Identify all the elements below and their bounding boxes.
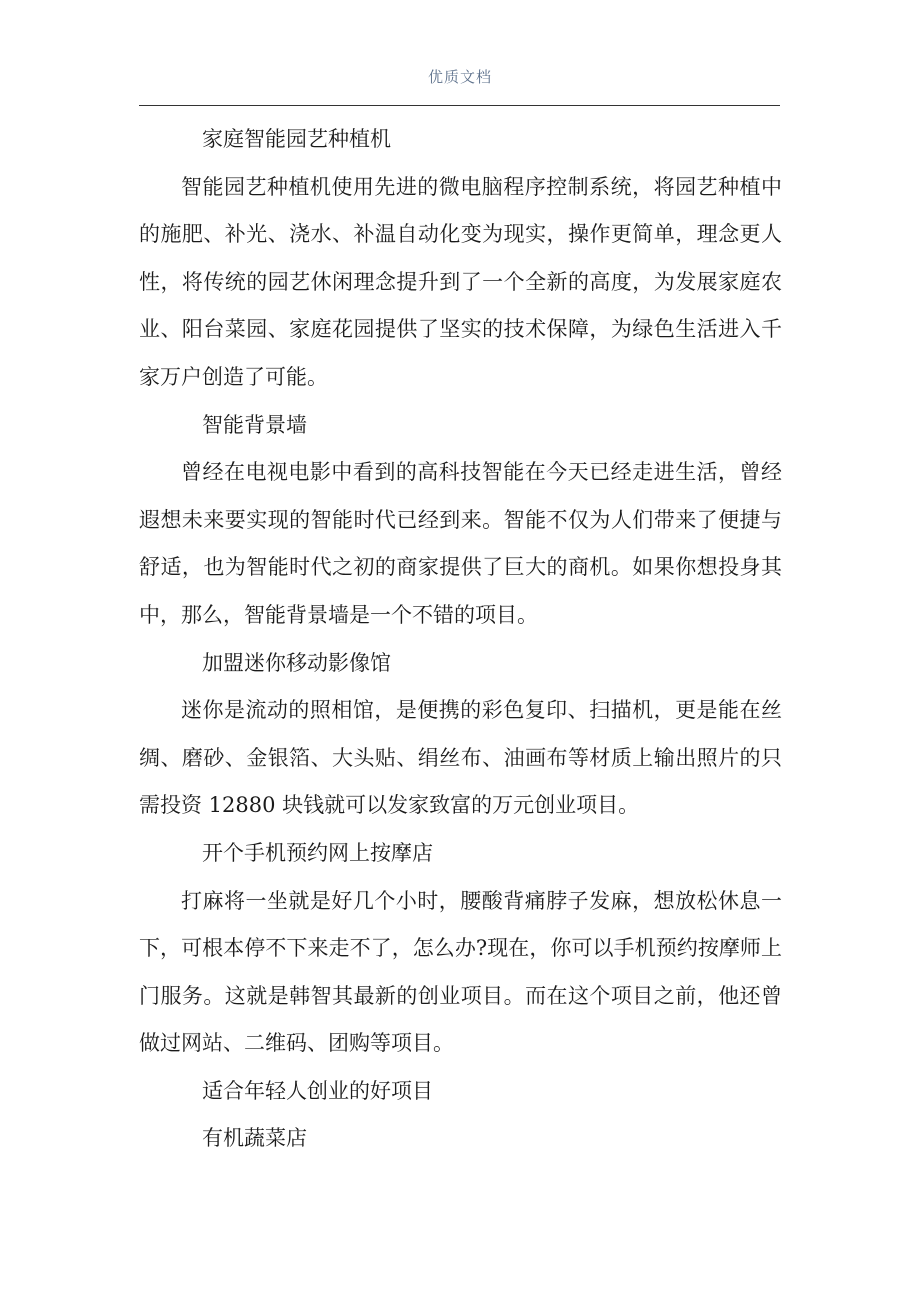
section-heading-smart-wall: 智能背景墙 — [202, 412, 307, 437]
section-heading-organic-veg: 有机蔬菜店 — [202, 1126, 307, 1151]
section-heading-massage-shop: 开个手机预约网上按摩店 — [202, 840, 433, 865]
section-heading-youth-projects: 适合年轻人创业的好项目 — [202, 1078, 433, 1103]
section-heading-mini-studio: 加盟迷你移动影像馆 — [202, 650, 391, 675]
document-header-title: 优质文档 — [427, 68, 492, 86]
paragraph-garden-planter: 智能园艺种植机使用先进的微电脑程序控制系统，将园艺种植中的施肥、补光、浇水、补温自动化变为现实，操作更简单，理念更人性，将传统的园艺休闲理念提升到了一个全新的高度，为发展家庭农业、阳台菜园、家庭花园提供了坚实的技术保障，为绿色生活进入千家万户创造了可能。 — [139, 174, 782, 389]
paragraph-mini-studio: 迷你是流动的照相馆，是便携的彩色复印、扫描机，更是能在丝绸、磨砂、金银箔、大头贴、绢丝布、油画布等材质上输出照片的只需投资 12880 块钱就可以发家致富的万元创业项目。 — [139, 698, 782, 818]
section-heading-garden-planter: 家庭智能园艺种植机 — [202, 127, 391, 151]
paragraph-massage-shop: 打麻将一坐就是好几个小时，腰酸背痛脖子发麻，想放松休息一下，可根本停不下来走不了，怎么办?现在，你可以手机预约按摩师上门服务。这就是韩智其最新的创业项目。而在这个项目之前，他还曾做过网站、二维码、团购等项目。 — [139, 888, 782, 1056]
document-body — [139, 116, 782, 1163]
paragraph-smart-wall: 曾经在电视电影中看到的高科技智能在今天已经走进生活，曾经遐想未来要实现的智能时代已经到来。智能不仅为人们带来了便捷与舒适，也为智能时代之初的商家提供了巨大的商机。如果你想投身其中，那么，智能背景墙是一个不错的项目。 — [139, 460, 782, 627]
header-divider — [139, 105, 780, 106]
